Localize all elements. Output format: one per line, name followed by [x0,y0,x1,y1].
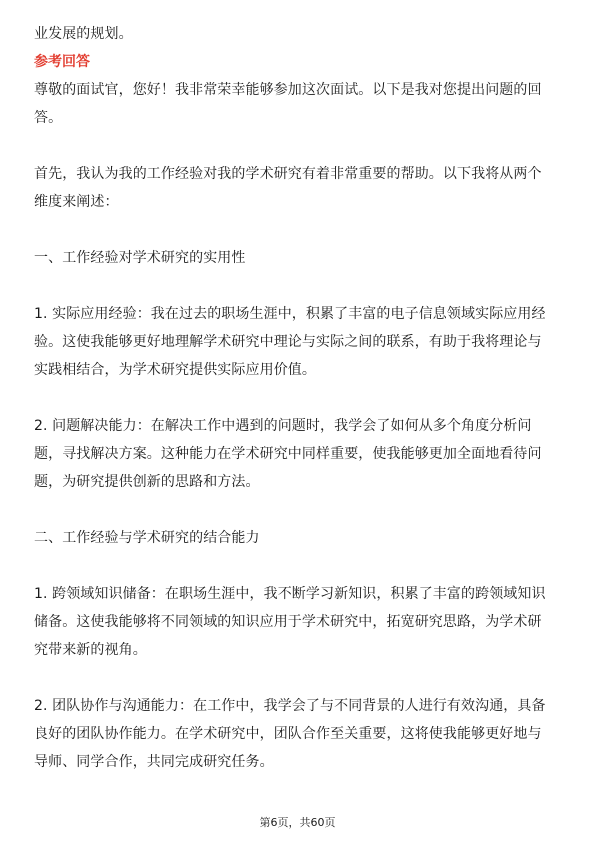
s1-p2-line-1: 2. 问题解决能力：在解决工作中遇到的问题时，我学会了如何从多个角度分析问 [34,418,532,434]
section2-point1 [34,580,562,664]
opening-line-1: 首先，我认为我的工作经验对我的学术研究有着非常重要的帮助。以下我将从两个 [34,166,542,182]
s2-p2-line-2: 良好的团队协作能力。在学术研究中，团队合作至关重要，这将使我能够更好地与 [34,726,542,742]
greeting-line-2: 答。 [34,110,63,126]
opening-paragraph [34,160,562,216]
section2-heading: 二、工作经验与学术研究的结合能力 [34,530,260,546]
s2-p2-line-1: 2. 团队协作与沟通能力：在工作中，我学会了与不同背景的人进行有效沟通，具备 [34,698,546,714]
greeting-line-1: 尊敬的面试官，您好！我非常荣幸能够参加这次面试。以下是我对您提出问题的回 [34,82,542,98]
s1-p2-line-2: 题，寻找解决方案。这种能力在学术研究中同样重要，使我能够更加全面地看待问 [34,446,542,462]
page-number-footer: 第6页，共60页 [259,816,336,829]
opening-line-2: 维度来阐述： [34,194,119,210]
s2-p1-line-3: 究带来新的视角。 [34,642,147,658]
section1-heading: 一、工作经验对学术研究的实用性 [34,250,246,266]
greeting-paragraph [34,76,562,132]
s2-p1-line-1: 1. 跨领域知识储备：在职场生涯中，我不断学习新知识，积累了丰富的跨领域知识 [34,586,546,602]
s2-p1-line-2: 储备。这使我能够将不同领域的知识应用于学术研究中，拓宽研究思路，为学术研 [34,614,542,630]
section1-point2 [34,412,562,496]
document-body [34,20,562,776]
section1-point1 [34,300,562,384]
s1-p1-line-3: 实践相结合，为学术研究提供实际应用价值。 [34,362,316,378]
s1-p2-line-3: 题，为研究提供创新的思路和方法。 [34,474,260,490]
intro-tail-text: 业发展的规划。 [34,26,133,42]
section2-point2 [34,692,562,776]
s1-p1-line-1: 1. 实际应用经验：我在过去的职场生涯中，积累了丰富的电子信息领域实际应用经 [34,306,546,322]
answer-label: 参考回答 [34,54,90,70]
s2-p2-line-3: 导师、同学合作，共同完成研究任务。 [34,754,274,770]
s1-p1-line-2: 验。这使我能够更好地理解学术研究中理论与实际之间的联系，有助于我将理论与 [34,334,542,350]
